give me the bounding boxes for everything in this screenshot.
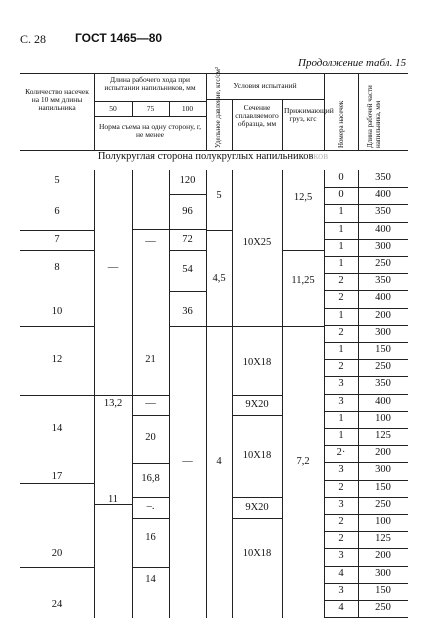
cut-number: 1: [338, 258, 344, 269]
cut-number: 3: [338, 584, 344, 596]
work-length: 125: [375, 533, 391, 545]
header-length-group: Длина рабочего хода при испытании напильников, мм: [104, 75, 196, 92]
cut-number: 2·: [336, 447, 346, 459]
cut-number: 2: [338, 292, 344, 304]
row-divider: [324, 273, 408, 274]
section-value: 9Х20: [245, 399, 269, 410]
row-divider: [324, 445, 408, 446]
col75-value: –.: [146, 501, 155, 512]
pressure-value: 4: [216, 456, 222, 467]
count-24: 24: [51, 599, 63, 610]
work-length: 250: [375, 258, 391, 269]
row-divider: [324, 548, 408, 549]
header-cut-number: Номера насечек: [337, 100, 345, 148]
section-value: 10Х18: [242, 357, 272, 368]
cut-number: 0: [338, 189, 344, 201]
col100-value: 120: [179, 175, 196, 186]
row-divider: [324, 411, 408, 412]
col100-dash: —: [182, 456, 193, 467]
col75-value: 21: [145, 354, 156, 365]
cut-number: 4: [338, 602, 344, 613]
col100-value: 54: [182, 264, 193, 275]
row-divider: [324, 325, 408, 326]
cut-number: 1: [338, 412, 344, 424]
row-divider: [324, 204, 408, 205]
row-divider: [324, 359, 408, 360]
row-divider: [324, 531, 408, 532]
header-length-75: 75: [146, 104, 155, 113]
cut-number: 3: [338, 498, 344, 510]
load-value: 7,2: [296, 456, 310, 467]
cut-number: 2: [338, 275, 344, 287]
count-10: 10: [51, 306, 63, 317]
cut-number: 3: [338, 395, 344, 407]
row-divider: [324, 342, 408, 343]
header-count: Количество насечек на 10 мм длины напильника: [25, 87, 89, 112]
row-divider: [324, 462, 408, 463]
work-length: 350: [375, 172, 391, 183]
row-divider: [324, 308, 408, 309]
cut-number: 2: [338, 481, 344, 493]
work-length: 200: [375, 309, 391, 321]
count-6: 6: [54, 206, 60, 217]
col50-dash: —: [107, 262, 119, 273]
work-length: 300: [375, 567, 391, 579]
col100-value: 72: [182, 234, 193, 245]
page-number: С. 28: [20, 32, 47, 46]
continuation-label: Продолжение табл. 15: [298, 57, 407, 69]
row-divider: [324, 514, 408, 515]
cut-number: 1: [338, 240, 344, 252]
cut-number: 2: [338, 361, 344, 373]
count-17: 17: [51, 471, 63, 482]
section-value: 9Х20: [245, 502, 269, 513]
count-20: 20: [51, 548, 63, 559]
work-length: 400: [375, 223, 391, 235]
cut-number: 1: [338, 430, 344, 441]
row-divider: [324, 617, 408, 618]
count-7: 7: [54, 234, 60, 245]
count-12: 12: [51, 354, 63, 365]
work-length: 200: [375, 447, 391, 459]
row-divider: [324, 222, 408, 223]
col75-value: 16: [145, 532, 156, 543]
standard-code: ГОСТ 1465—80: [75, 31, 163, 45]
section-title-text: Полукруглая сторона полукруглых напильников: [97, 151, 314, 162]
work-length: 300: [375, 464, 391, 476]
cut-number: 2: [338, 533, 344, 545]
row-divider: [324, 187, 408, 188]
count-14: 14: [51, 423, 63, 434]
row-divider: [324, 239, 408, 240]
work-length: 200: [375, 550, 391, 562]
load-value: 12,5: [293, 192, 313, 203]
work-length: 250: [375, 498, 391, 510]
cut-number: 0: [338, 172, 344, 183]
row-divider: [324, 566, 408, 567]
cut-number: 3: [338, 550, 344, 562]
cut-number: 2: [338, 516, 344, 527]
work-length: 150: [375, 584, 391, 596]
col75-dash: —: [145, 236, 156, 247]
col75-value: 20: [145, 432, 156, 443]
section-value: 10Х25: [242, 237, 272, 248]
work-length: 300: [375, 240, 391, 252]
cut-number: 1: [338, 344, 344, 355]
header-length-100: 100: [181, 104, 194, 113]
work-length: 250: [375, 602, 391, 613]
work-length: 350: [375, 206, 391, 218]
cut-number: 2: [338, 326, 344, 338]
header-pressure: Удельное давление, кгс/см²: [214, 66, 222, 148]
header-length-50: 50: [109, 104, 117, 113]
col75-value: —: [145, 398, 156, 409]
section-title: [20, 151, 406, 162]
row-divider: [324, 497, 408, 498]
row-divider: [324, 428, 408, 429]
cut-number: 4: [338, 567, 344, 579]
header-conditions: Условия испытаний: [233, 81, 297, 90]
load-value: 11,25: [291, 275, 315, 286]
cut-number: 1: [338, 309, 344, 321]
work-length: 350: [375, 378, 391, 390]
row-divider: [324, 256, 408, 257]
header-section: Сечение сплавляемого образца, мм: [235, 103, 279, 128]
row-divider: [324, 480, 408, 481]
count-5: 5: [54, 175, 60, 186]
work-length: 150: [375, 481, 391, 493]
work-length: 400: [375, 189, 391, 201]
pressure-value: 4,5: [212, 273, 226, 284]
work-length: 250: [375, 361, 391, 373]
count-8: 8: [54, 262, 60, 273]
col75-value: 16,8: [141, 473, 160, 484]
col50-value: 13,2: [103, 398, 123, 409]
col100-value: 36: [182, 306, 193, 317]
col75-value: 14: [145, 574, 156, 585]
work-length: 350: [375, 275, 391, 287]
cut-number: 3: [338, 378, 344, 390]
header-norm-note: Норма съема на одну сторону, г, не менее: [99, 122, 201, 139]
col100-value: 96: [182, 206, 193, 217]
work-length: 150: [375, 344, 391, 355]
row-divider: [324, 376, 408, 377]
row-divider: [324, 600, 408, 601]
header-work-length: Длина рабочей части напильника, мм: [366, 85, 382, 148]
work-length: 400: [375, 395, 391, 407]
row-divider: [324, 290, 408, 291]
work-length: 400: [375, 292, 391, 304]
section-value: 10Х18: [242, 548, 272, 559]
section-title-ghost: ков: [313, 151, 329, 162]
col50-value: 11: [107, 494, 119, 505]
work-length: 100: [375, 516, 391, 527]
work-length: 300: [375, 326, 391, 338]
header-load: Прижимающий груз, кгс: [284, 106, 334, 123]
work-length: 125: [375, 430, 391, 441]
cut-number: 1: [338, 223, 344, 235]
work-length: 100: [375, 412, 391, 424]
cut-number: 1: [338, 206, 344, 218]
cut-number: 3: [338, 464, 344, 476]
pressure-value: 5: [216, 190, 222, 201]
row-divider: [324, 394, 408, 395]
row-divider: [324, 583, 408, 584]
section-value: 10Х18: [242, 450, 272, 461]
